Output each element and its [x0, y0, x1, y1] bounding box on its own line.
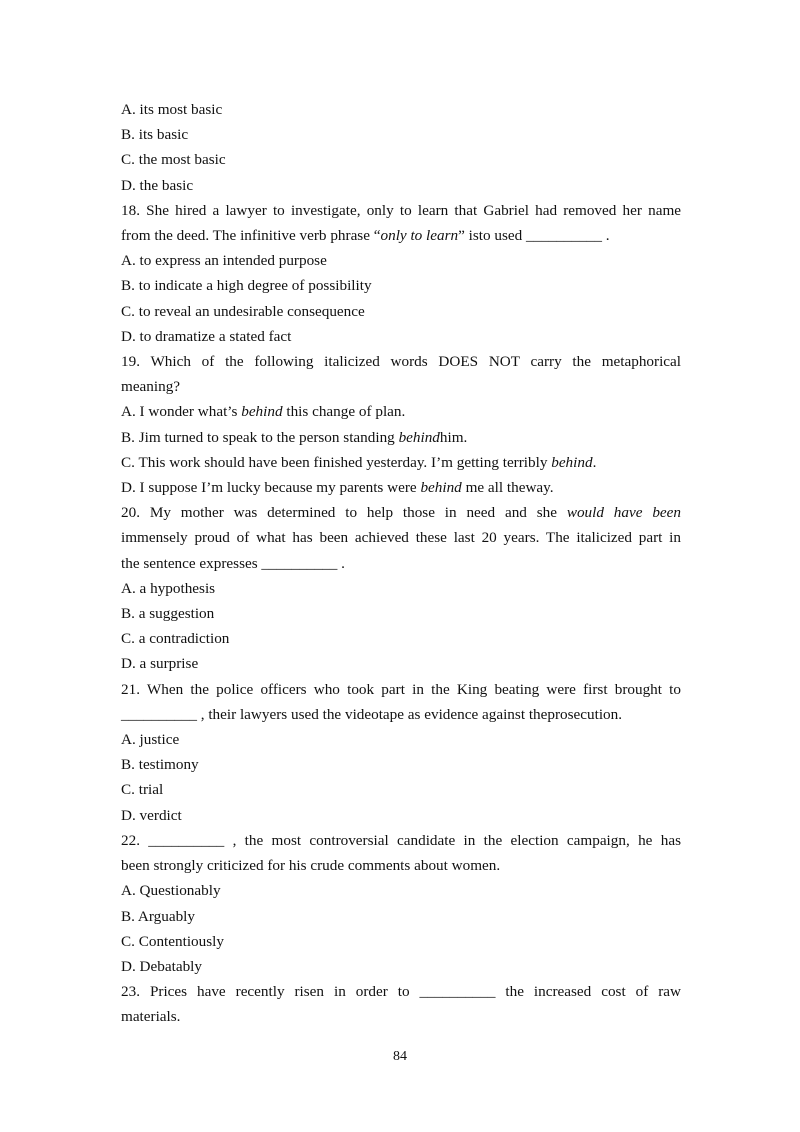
- question-stem-line: __________ , their lawyers used the videotape as evidence against theprosecution.: [121, 705, 623, 723]
- question-20: [121, 500, 681, 676]
- italic-word: behind: [398, 428, 440, 446]
- option-a: A. its most basic: [121, 101, 223, 118]
- option-a: A. justice: [121, 731, 180, 749]
- option-b: B. a suggestion: [121, 605, 215, 623]
- option-d: D. the basic: [121, 176, 194, 194]
- question-stem-line: immensely proud of what has been achieved these last 20 years. The italicized part in: [121, 529, 681, 547]
- question-22: [121, 828, 681, 979]
- option-b: B. its basic: [121, 126, 189, 144]
- italic-word: behind: [420, 479, 462, 497]
- question-stem-line: [121, 500, 681, 525]
- option-d: D. verdict: [121, 806, 182, 824]
- option-text: me all theway.: [461, 479, 554, 497]
- option-a: A. Questionably: [121, 882, 221, 900]
- question-18: [121, 198, 681, 349]
- option-d: D. a surprise: [121, 655, 199, 673]
- option-a: A. a hypothesis: [121, 579, 216, 597]
- option-d: D. Debatably: [121, 957, 202, 975]
- option-c: [121, 450, 681, 475]
- option-text: .: [592, 453, 597, 471]
- italic-word: behind: [241, 403, 283, 421]
- question-19: [121, 349, 681, 500]
- option-a: [121, 399, 681, 424]
- italic-word: behind: [551, 453, 593, 471]
- option-b: [121, 425, 681, 450]
- question-stem-line: been strongly criticized for his crude comments about women.: [121, 857, 501, 875]
- question-stem-line: 23. Prices have recently risen in order to __________ the increased cost of raw: [121, 983, 681, 1001]
- option-text: him.: [439, 428, 468, 446]
- option-c: C. Contentiously: [121, 932, 224, 950]
- option-c: C. trial: [121, 781, 164, 799]
- stem-text: from the deed. The infinitive verb phrase “: [121, 227, 381, 245]
- question-stem-line: materials.: [121, 1008, 181, 1026]
- option-c: C. a contradiction: [121, 630, 230, 648]
- question-stem-line: 21. When the police officers who took part in the King beating were first brought to: [121, 680, 681, 698]
- option-text: A. I wonder what’s: [121, 403, 242, 421]
- option-text: D. I suppose I’m lucky because my parents were: [121, 479, 421, 497]
- question-stem-line: 18. She hired a lawyer to investigate, only to learn that Gabriel had removed her name: [121, 201, 681, 219]
- question-23: [121, 979, 681, 1029]
- option-c: C. the most basic: [121, 151, 226, 169]
- document-body: [121, 97, 681, 1030]
- option-d: [121, 475, 681, 500]
- italic-phrase: would have been: [566, 504, 681, 522]
- question-17-options: [121, 97, 681, 198]
- option-d: D. to dramatize a stated fact: [121, 327, 292, 345]
- question-stem-line: meaning?: [121, 378, 181, 396]
- question-stem-line: the sentence expresses __________ .: [121, 554, 345, 572]
- option-text: this change of plan.: [282, 403, 406, 421]
- option-text: B. Jim turned to speak to the person standing: [121, 428, 399, 446]
- question-21: [121, 677, 681, 828]
- question-stem-line: [121, 223, 681, 248]
- option-a: A. to express an intended purpose: [121, 252, 327, 270]
- stem-text: ” isto used __________ .: [458, 227, 610, 245]
- option-text: C. This work should have been finished yesterday. I’m getting terribly: [121, 453, 552, 471]
- option-b: B. testimony: [121, 756, 199, 774]
- question-stem-line: 19. Which of the following italicized words DOES NOT carry the metaphorical: [121, 353, 681, 371]
- option-b: B. Arguably: [121, 907, 195, 925]
- italic-phrase: only to learn: [380, 227, 459, 245]
- stem-text: 20. My mother was determined to help those in need and she: [121, 504, 567, 522]
- option-c: C. to reveal an undesirable consequence: [121, 302, 365, 320]
- page-number: 84: [393, 1049, 407, 1064]
- question-stem-line: 22. __________ , the most controversial candidate in the election campaign, he has: [121, 831, 681, 849]
- option-b: B. to indicate a high degree of possibility: [121, 277, 372, 295]
